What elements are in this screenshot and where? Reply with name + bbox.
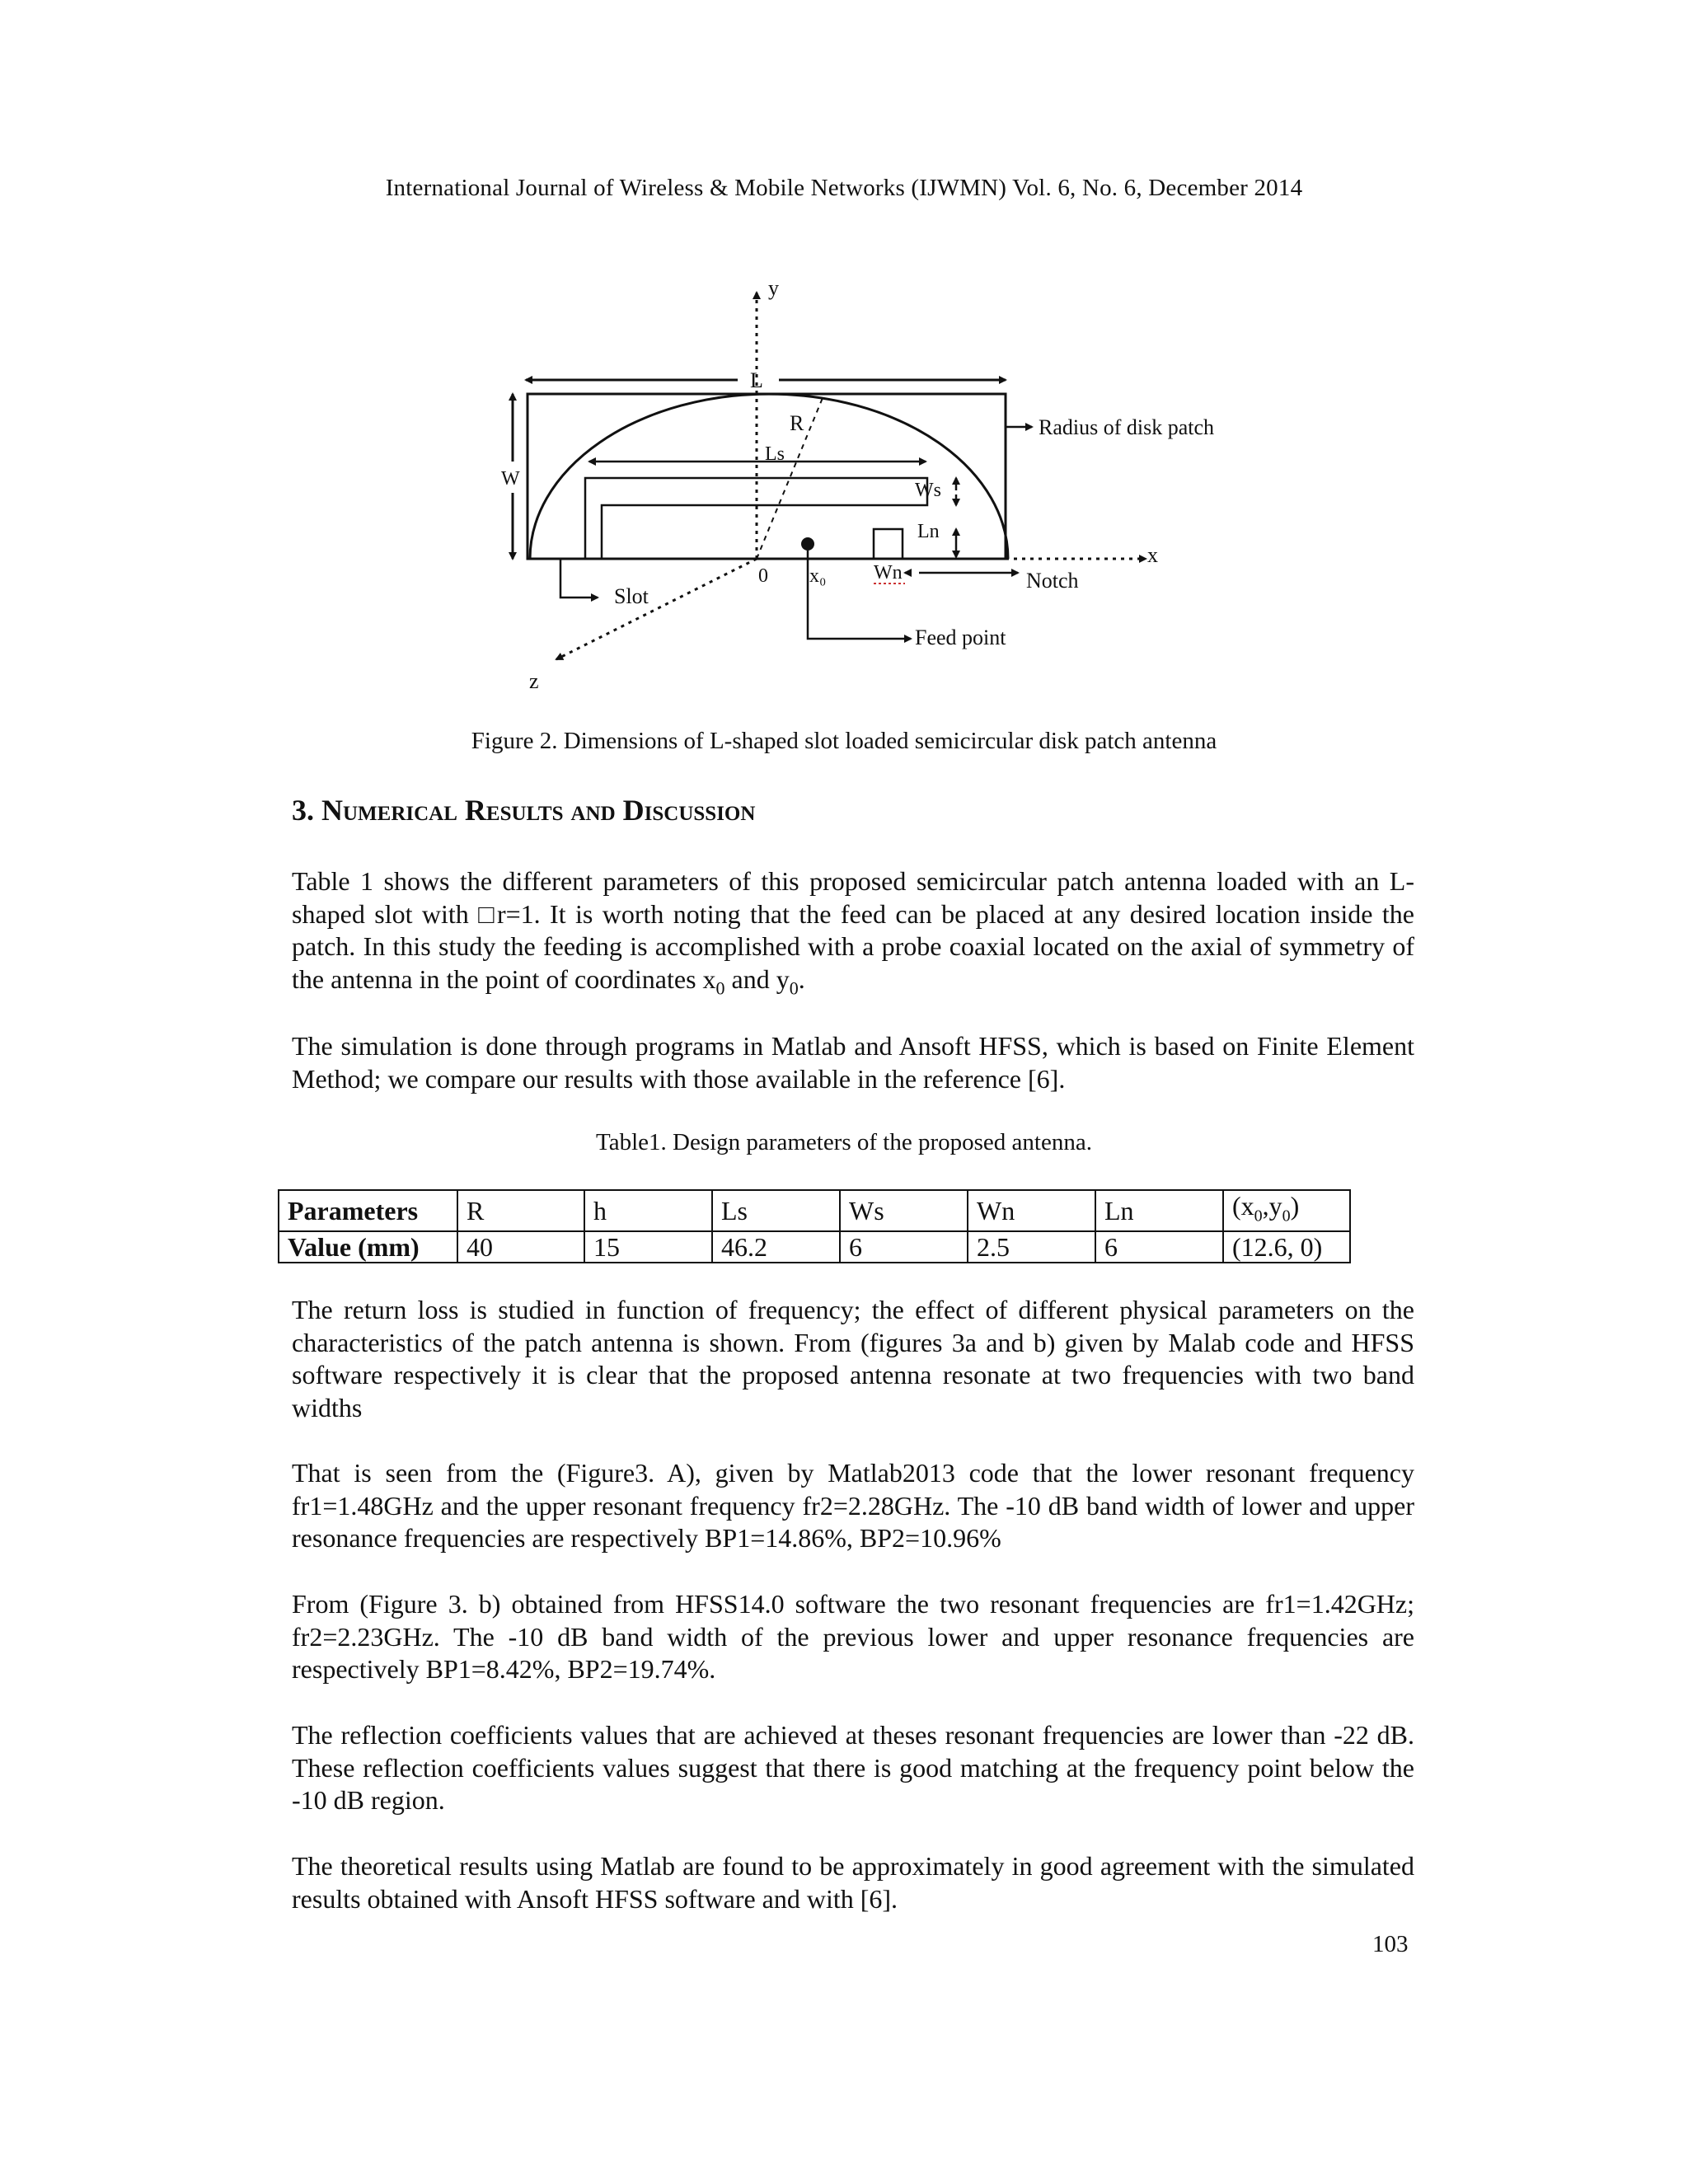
ln-label: Ln (917, 521, 940, 542)
feed-point-dot (801, 537, 814, 551)
antenna-diagram (478, 272, 1286, 709)
feed-point-label: Feed point (915, 626, 1006, 649)
missing-glyph: □ (478, 898, 497, 929)
table-row (279, 1231, 1350, 1263)
paragraph-1: Table 1 shows the different parameters of this proposed semicircular patch antenna loaded with an L-shaped slot with □r=1. It is worth noting that the feed can be placed at any desired location inside the patch. In this study the feeding is accomplished with a probe coaxial located on the axial of symmetry of the antenna in the point of coordinates $x_0$ and $y_0$. (292, 866, 1415, 998)
l-label: L (750, 368, 763, 392)
origin-label: 0 (758, 565, 768, 587)
paragraph-2: The simulation is done through programs in Matlab and Ansoft HFSS, which is based on Finite Element Method; we compare our results with those available in the reference [6]. (292, 1031, 1414, 1094)
ws-label: Ws (915, 480, 941, 501)
table-cell: Ln (1095, 1190, 1223, 1231)
wn-label: Wn (874, 562, 903, 583)
table-cell: 15 (584, 1231, 712, 1263)
table-cell: Ls (712, 1190, 840, 1231)
table-cell: Parameters (279, 1190, 457, 1231)
running-header: International Journal of Wireless & Mobile Networks (IJWMN) Vol. 6, No. 6, December 2014 (385, 175, 1303, 201)
table-caption: Table1. Design parameters of the proposed antenna. (596, 1129, 1092, 1155)
table-row (279, 1190, 1350, 1231)
table-cell: h (584, 1190, 712, 1231)
z-axis-label: z (529, 669, 539, 693)
x-axis-label: x (1147, 543, 1158, 567)
table-cell: $(x_0,y_0)$ (1223, 1190, 1350, 1231)
table-cell: (12.6, 0) (1223, 1231, 1350, 1263)
notch-label: Notch (1026, 569, 1079, 593)
page-number: 103 (1372, 1931, 1409, 1957)
ls-label: Ls (765, 443, 785, 465)
table-cell: Ws (840, 1190, 968, 1231)
x0-label: x₀ (809, 565, 827, 587)
section-heading (292, 793, 755, 827)
table-cell: 46.2 (712, 1231, 840, 1263)
w-label: W (501, 468, 520, 490)
notch-outline (874, 529, 903, 559)
y-axis-label: y (768, 276, 779, 300)
slot-leader (560, 559, 598, 598)
antenna-figure (478, 272, 1286, 709)
slot-label: Slot (614, 584, 649, 608)
table-cell: R (457, 1190, 584, 1231)
paragraph-4: That is seen from the (Figure3. A), given by Matlab2013 code that the lower resonant frequency fr1=1.48GHz and the upper resonant frequency fr2=2.28GHz. The -10 dB band width of lower and upper resonance frequencies are respectively BP1=14.86%, BP2=10.96% (292, 1458, 1414, 1553)
design-parameters-table (278, 1189, 1351, 1263)
paragraph-3: The return loss is studied in function of frequency; the effect of different physical parameters on the characteristics of the patch antenna is shown. From (figures 3a and b) given by Malab code and HFSS software respectively it is clear that the proposed antenna resonate at two frequencies with two band widths (292, 1295, 1414, 1422)
section-title-text: Numerical Results and Discussion (321, 794, 756, 827)
table-cell: 6 (840, 1231, 968, 1263)
table-cell: 40 (457, 1231, 584, 1263)
paragraph-5: From (Figure 3. b) obtained from HFSS14.0 software the two resonant frequencies are fr1=1.42GHz; fr2=2.23GHz. The -10 dB band width of the previous lower and upper resonance frequencies are respectively BP1=8.42%, BP2=19.74%. (292, 1589, 1414, 1684)
radius-label: Radius of disk patch (1039, 415, 1215, 439)
section-number: 3. (292, 794, 314, 827)
z-axis (556, 559, 757, 659)
r-label: R (790, 411, 804, 435)
figure-caption: Figure 2. Dimensions of L-shaped slot loaded semicircular disk patch antenna (471, 728, 1217, 754)
paragraph-7: The theoretical results using Matlab are found to be approximately in good agreement with the simulated results obtained with Ansoft HFSS software and with [6]. (292, 1851, 1414, 1914)
table-cell: Wn (968, 1190, 1095, 1231)
paragraph-6: The reflection coefficients values that are achieved at theses resonant frequencies are lower than -22 dB. These reflection coefficients values suggest that there is good matching at the frequency point below the -10 dB region. (292, 1720, 1414, 1815)
table-cell: 2.5 (968, 1231, 1095, 1263)
table-cell: Value (mm) (279, 1231, 457, 1263)
table-cell: 6 (1095, 1231, 1223, 1263)
